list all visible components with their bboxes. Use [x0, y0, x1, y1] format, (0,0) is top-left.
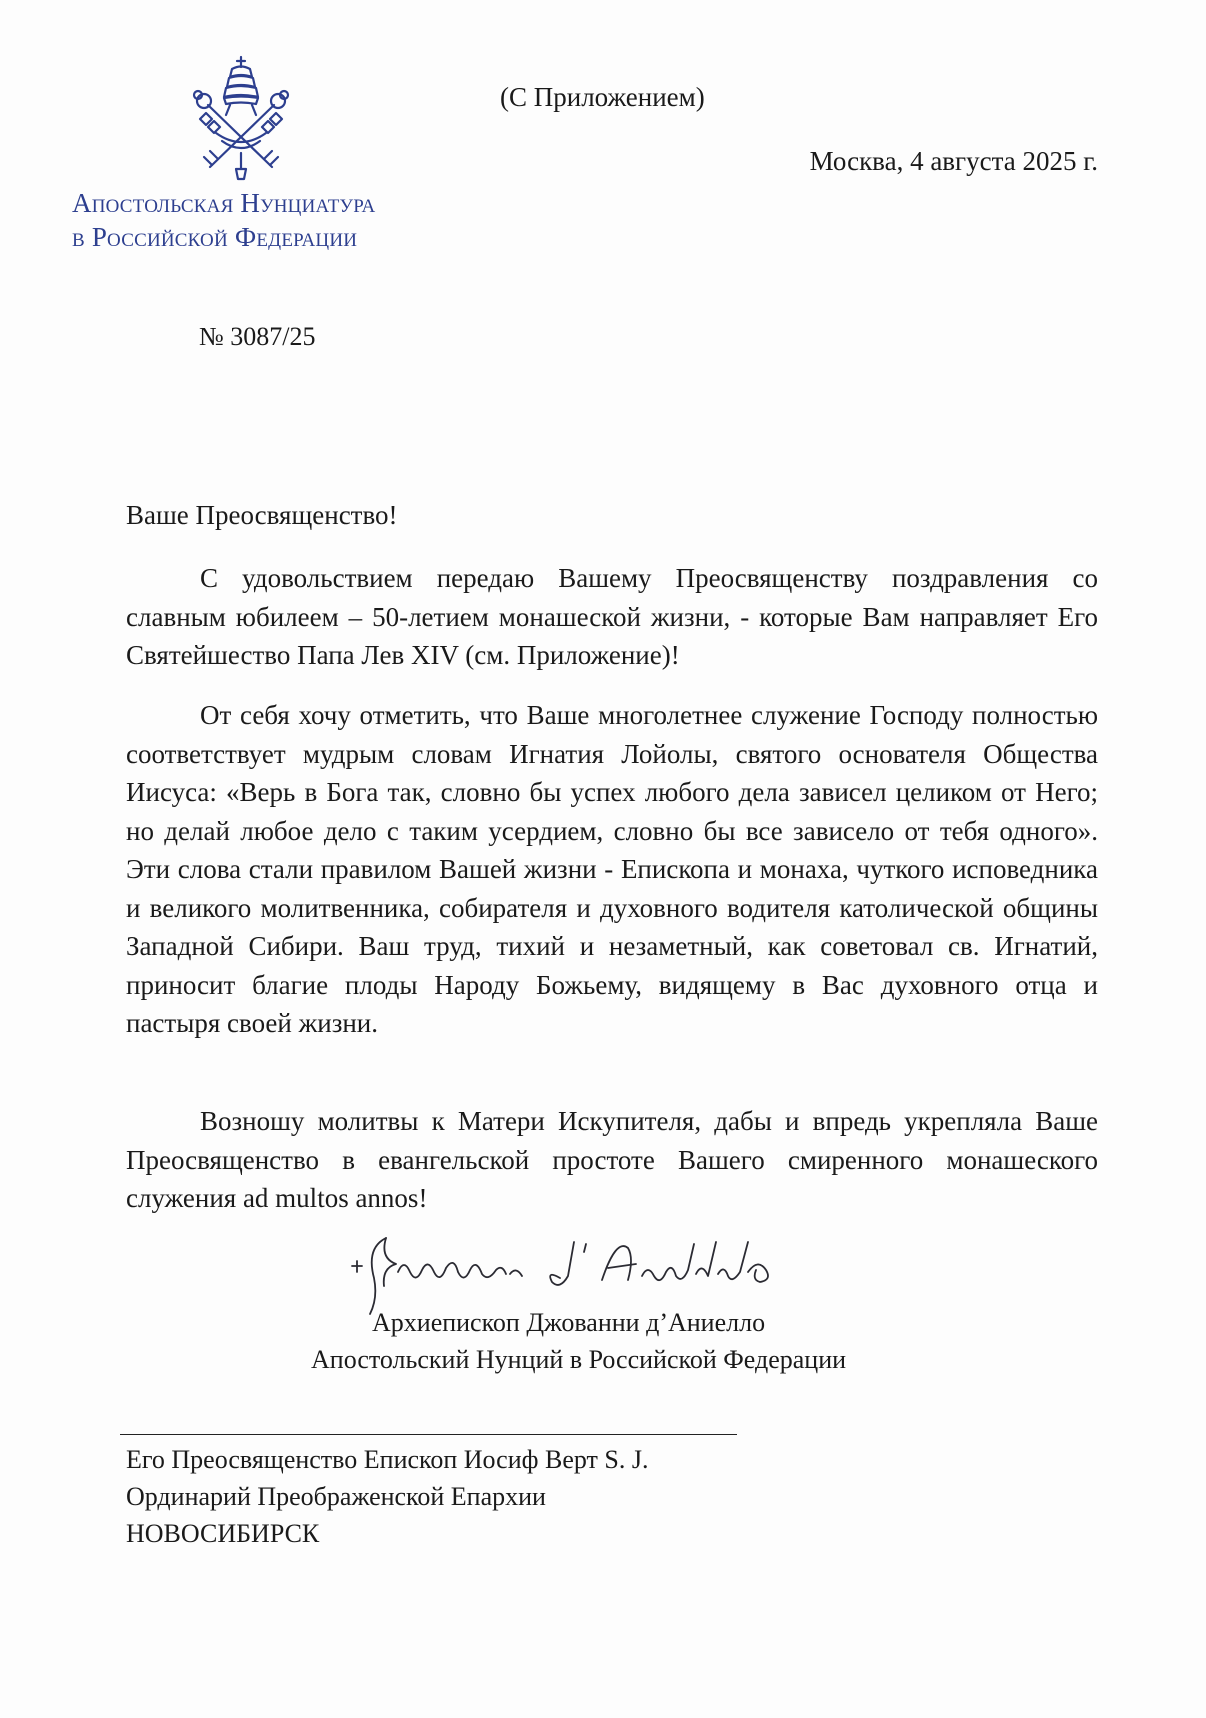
- org-line-1: Апостольская Нунциатура: [72, 188, 376, 218]
- org-line-2: в Российской Федерации: [72, 222, 358, 252]
- reference-number: № 3087/25: [199, 322, 316, 351]
- recipient-line-1: Его Преосвященство Епископ Иосиф Верт S. J.: [126, 1445, 649, 1474]
- handwritten-signature: [346, 1228, 826, 1318]
- organization-name: [72, 186, 375, 254]
- paragraph-3: Возношу молитвы к Матери Искупителя, дабы и впредь укрепляла Ваше Преосвященство в евангельской простоте Вашего смиренного монашеского служения ad multos annos!: [126, 1106, 1098, 1213]
- recipient-line-2: Ординарий Преображенской Епархии: [126, 1482, 546, 1511]
- signer-title: Апостольский Нунций в Российской Федерации: [311, 1345, 847, 1374]
- paragraph-1: С удовольствием передаю Вашему Преосвященству поздравления со славным юбилеем – 50-летием монашеской жизни, - которые Вам направляет Его Святейшество Папа Лев XIV (см. Приложение)!: [126, 563, 1098, 670]
- signer-name: Архиепископ Джованни д’Аниелло: [372, 1308, 766, 1337]
- salutation: Ваше Преосвященство!: [126, 500, 398, 530]
- recipient-block: [126, 1441, 648, 1552]
- papal-keys-tiara-icon: [186, 55, 296, 183]
- divider-line: [120, 1434, 737, 1435]
- place-date: Москва, 4 августа 2025 г.: [809, 146, 1098, 176]
- recipient-line-3: НОВОСИБИРСК: [126, 1519, 320, 1548]
- paragraph-2: От себя хочу отметить, что Ваше многолетнее служение Господу полностью соответствует мудрым словам Игнатия Лойолы, святого основателя Общества Иисуса: «Верь в Бога так, словно бы успех любого дела зависел целиком от Него; но делай любое дело с таким усердием, словно бы все зависело от тебя одного». Эти слова стали правилом Вашей жизни - Епископа и монаха, чуткого исповедника и великого молитвенника, собирателя и духовного водителя католической общины Западной Сибири. Ваш труд, тихий и незаметный, как советовал св. Игнатий, приносит благие плоды Народу Божьему, видящему в Вас духовного отца и пастыря своей жизни.: [126, 700, 1098, 1038]
- enclosure-note: (С Приложением): [500, 82, 705, 112]
